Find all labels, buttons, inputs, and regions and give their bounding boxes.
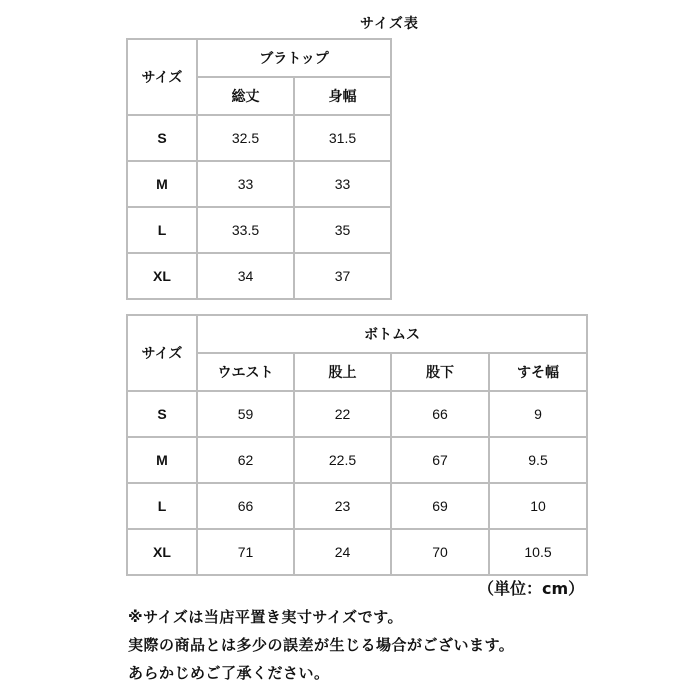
size-label: S xyxy=(127,115,197,161)
table-row xyxy=(127,529,587,575)
size-label: S xyxy=(127,391,197,437)
size-label: L xyxy=(127,207,197,253)
column-header: 総丈 xyxy=(197,77,294,115)
table-cell: 66 xyxy=(391,391,489,437)
column-header: 股下 xyxy=(391,353,489,391)
table-row xyxy=(127,483,587,529)
table-cell: 33 xyxy=(294,161,391,207)
table-cell: 59 xyxy=(197,391,294,437)
table-cell: 33.5 xyxy=(197,207,294,253)
bratop-group-header: ブラトップ xyxy=(197,39,391,77)
table-row xyxy=(127,253,391,299)
size-label: L xyxy=(127,483,197,529)
table-row xyxy=(127,115,391,161)
size-label: XL xyxy=(127,529,197,575)
table-cell: 22.5 xyxy=(294,437,391,483)
table-cell: 22 xyxy=(294,391,391,437)
table-cell: 9 xyxy=(489,391,587,437)
note-line: ※サイズは当店平置き実寸サイズです。 xyxy=(128,608,403,626)
column-header: 身幅 xyxy=(294,77,391,115)
table-row xyxy=(127,207,391,253)
table-cell: 31.5 xyxy=(294,115,391,161)
table-cell: 67 xyxy=(391,437,489,483)
size-label: M xyxy=(127,437,197,483)
column-header: ウエスト xyxy=(197,353,294,391)
table-cell: 66 xyxy=(197,483,294,529)
bratop-size-table xyxy=(126,38,392,300)
table-cell: 62 xyxy=(197,437,294,483)
column-header: すそ幅 xyxy=(489,353,587,391)
table-cell: 69 xyxy=(391,483,489,529)
size-label: XL xyxy=(127,253,197,299)
size-header: サイズ xyxy=(127,315,197,391)
unit-label: （単位：cm） xyxy=(478,579,585,598)
table-cell: 37 xyxy=(294,253,391,299)
size-label: M xyxy=(127,161,197,207)
table-cell: 9.5 xyxy=(489,437,587,483)
table-cell: 10.5 xyxy=(489,529,587,575)
note-line: あらかじめご了承ください。 xyxy=(128,664,330,682)
size-header: サイズ xyxy=(127,39,197,115)
table-row xyxy=(127,437,587,483)
table-row xyxy=(127,391,587,437)
bottoms-size-table xyxy=(126,314,588,576)
table-cell: 34 xyxy=(197,253,294,299)
table-cell: 70 xyxy=(391,529,489,575)
table-cell: 33 xyxy=(197,161,294,207)
note-line: 実際の商品とは多少の誤差が生じる場合がございます。 xyxy=(128,636,515,654)
bottoms-group-header: ボトムス xyxy=(197,315,587,353)
page-title: サイズ表 xyxy=(360,16,419,32)
table-cell: 35 xyxy=(294,207,391,253)
table-cell: 24 xyxy=(294,529,391,575)
table-cell: 10 xyxy=(489,483,587,529)
column-header: 股上 xyxy=(294,353,391,391)
notes xyxy=(128,603,514,687)
table-row xyxy=(127,161,391,207)
table-cell: 32.5 xyxy=(197,115,294,161)
table-cell: 23 xyxy=(294,483,391,529)
table-cell: 71 xyxy=(197,529,294,575)
